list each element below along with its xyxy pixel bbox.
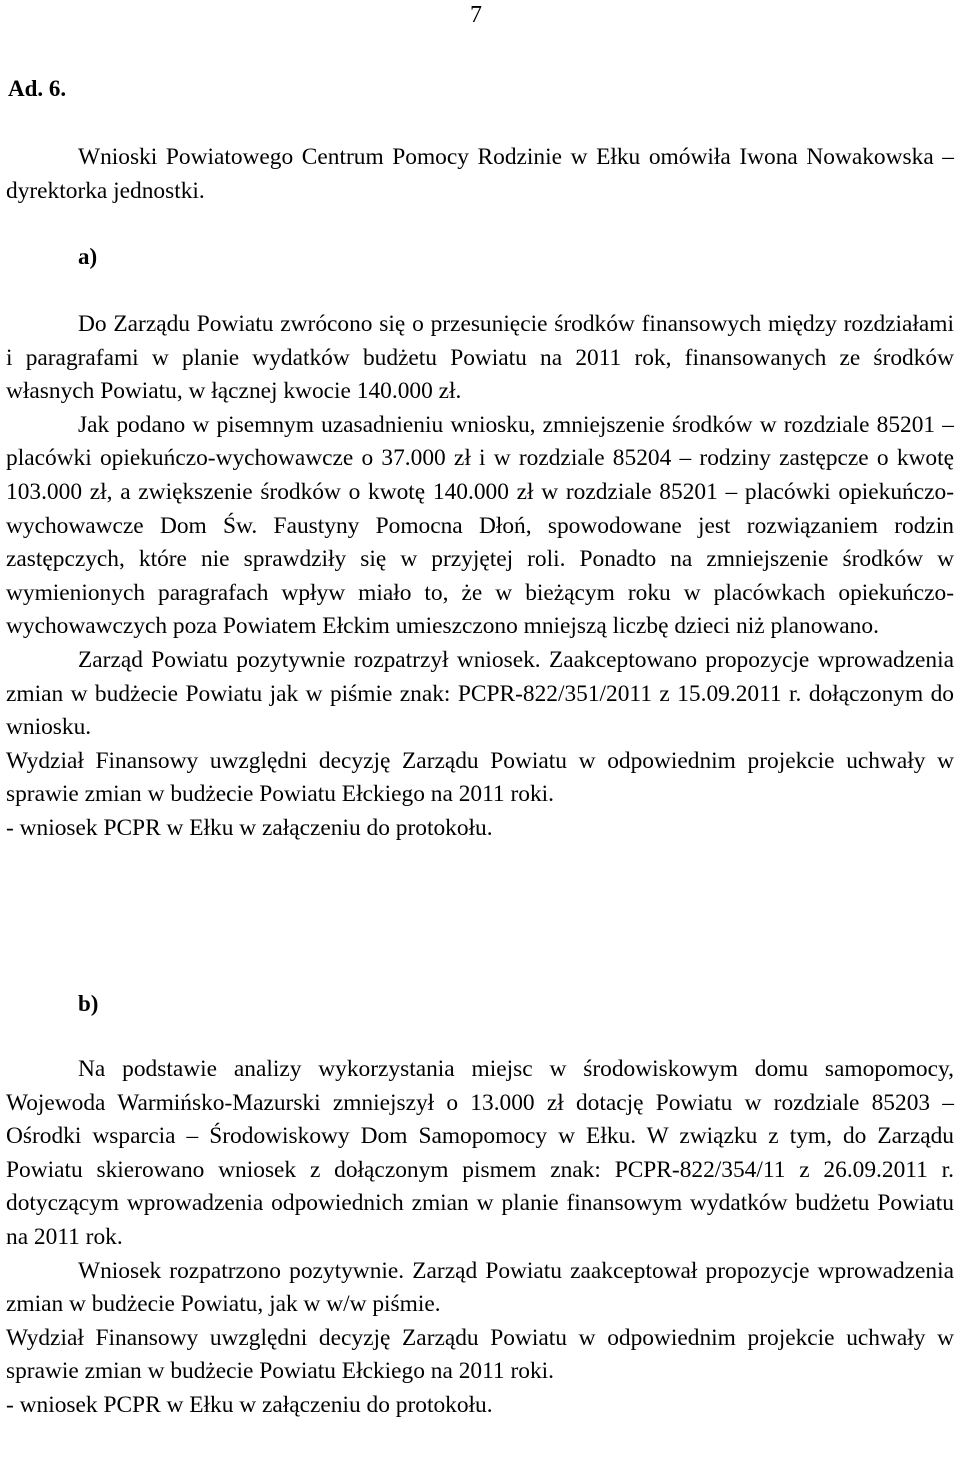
- paragraph-b-2: Wniosek rozpatrzono pozytywnie. Zarząd Powiatu zaakceptował propozycje wprowadzenia zmian w budżecie Powiatu, jak w w/w piśmie.: [6, 1257, 954, 1318]
- subsection-a-body: [6, 308, 954, 846]
- paragraph-a-4: Wydział Finansowy uwzględni decyzję Zarządu Powiatu w odpowiednim projekcie uchwały w sprawie zmian w budżecie Powiatu Ełckiego na 2011 roki.: [6, 747, 954, 808]
- paragraph-a-2: Jak podano w pisemnym uzasadnieniu wniosku, zmniejszenie środków w rozdziale 85201 – placówki opiekuńczo-wychowawcze o 37.000 zł i w rozdziale 85204 – rodziny zastępcze o kwotę 103.000 zł, a zwiększenie środków o kwotę 140.000 zł w rozdziale 85201 – placówki opiekuńczo-wychowawcze Dom Św. Faustyny Pomocna Dłoń, spowodowane jest rozwiązaniem rodzin zastępczych, które nie sprawdziły się w przyjętej roli. Ponadto na zmniejszenie środków w wymienionych paragrafach wpływ miało to, że w bieżącym roku w placówkach opiekuńczo-wychowawczych poza Powiatem Ełckim umieszczono mniejszą liczbę dzieci niż planowano.: [6, 411, 954, 640]
- subsection-b-body: [6, 1053, 954, 1423]
- subsection-a-label: a): [78, 244, 98, 269]
- paragraph-a-5: - wniosek PCPR w Ełku w załączeniu do protokołu.: [6, 814, 493, 841]
- intro-block: [6, 141, 954, 208]
- page-number: 7: [470, 2, 482, 28]
- intro-paragraph: Wnioski Powiatowego Centrum Pomocy Rodzinie w Ełku omówiła Iwona Nowakowska – dyrektorka jednostki.: [6, 144, 954, 204]
- subsection-b-label: b): [78, 991, 99, 1016]
- paragraph-b-1: Na podstawie analizy wykorzystania miejsc w środowiskowym domu samopomocy, Wojewoda Warmińsko-Mazurski zmniejszył o 13.000 zł dotację Powiatu w rozdziale 85203 – Ośrodki wsparcia – Środowiskowy Dom Samopomocy w Ełku. W związku z tym, do Zarządu Powiatu skierowano wniosek z dołączonym pismem znak: PCPR-822/354/11 z 26.09.2011 r. dotyczącym wprowadzenia odpowiednich zmian w planie finansowym wydatków budżetu Powiatu na 2011 rok.: [6, 1056, 954, 1250]
- paragraph-a-3: Zarząd Powiatu pozytywnie rozpatrzył wniosek. Zaakceptowano propozycje wprowadzenia zmian w budżecie Powiatu jak w piśmie znak: PCPR-822/351/2011 z 15.09.2011 r. dołączonym do wniosku.: [6, 646, 954, 741]
- paragraph-a-1: Do Zarządu Powiatu zwrócono się o przesunięcie środków finansowych między rozdziałami i paragrafami w planie wydatków budżetu Powiatu na 2011 rok, finansowanych ze środków własnych Powiatu, w łącznej kwocie 140.000 zł.: [6, 311, 954, 405]
- paragraph-b-3: Wydział Finansowy uwzględni decyzję Zarządu Powiatu w odpowiednim projekcie uchwały w sprawie zmian w budżecie Powiatu Ełckiego na 2011 roki.: [6, 1324, 954, 1385]
- paragraph-b-4: - wniosek PCPR w Ełku w załączeniu do protokołu.: [6, 1391, 493, 1418]
- section-heading: Ad. 6.: [8, 76, 67, 101]
